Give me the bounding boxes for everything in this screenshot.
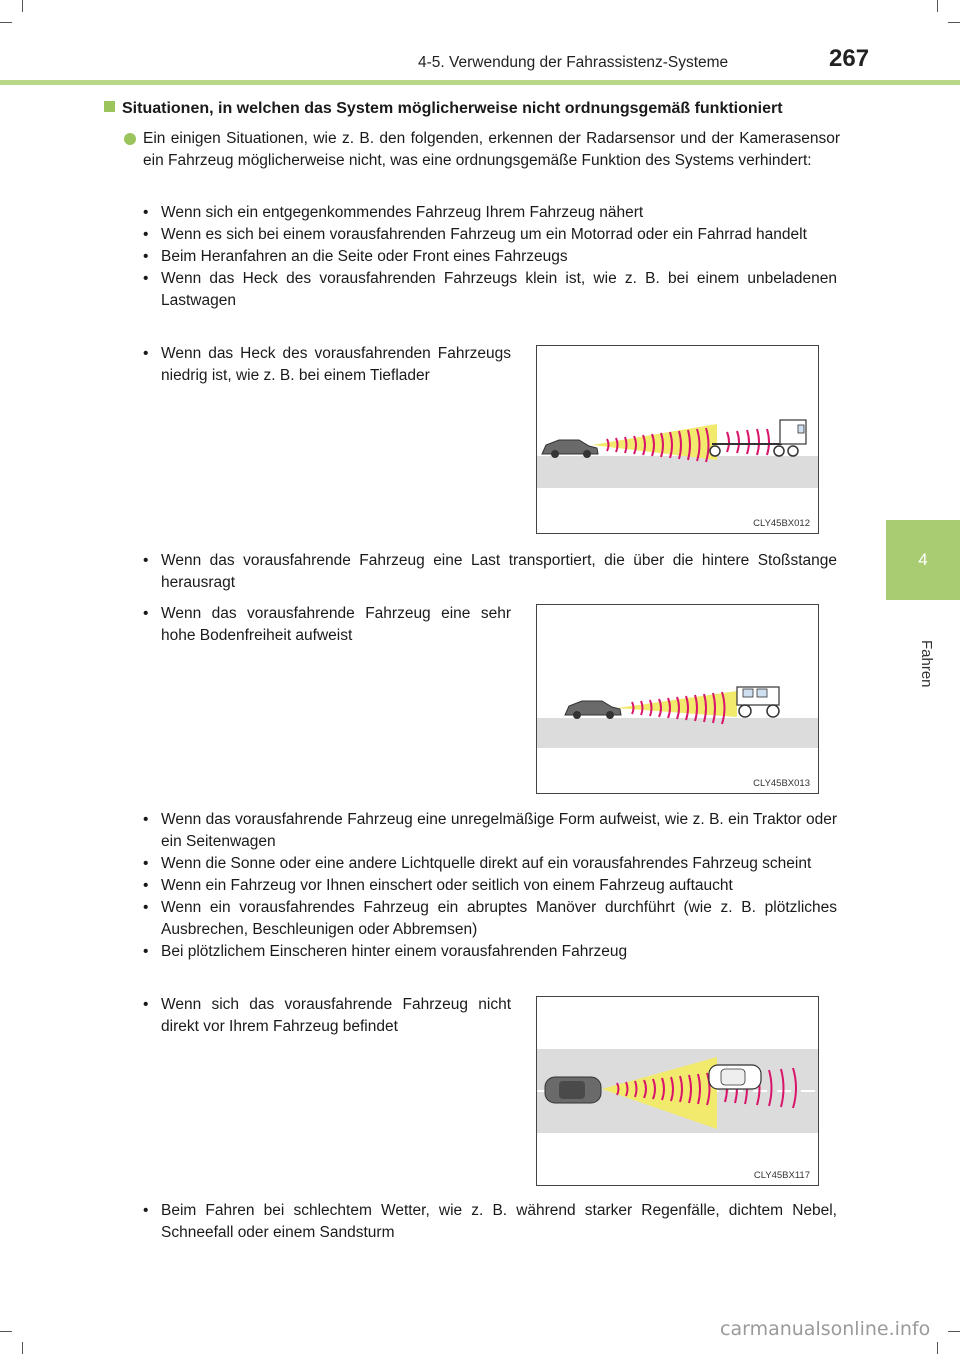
lowloader-diagram xyxy=(537,346,818,533)
section-heading xyxy=(104,100,783,118)
intro-text: Ein einigen Situationen, wie z. B. den folgenden, erkennen der Radarsensor und der Kamerasensor ein Fahrzeug möglicherweise nicht, was eine ordnungsgemäße Funktion des Systems verhindert: xyxy=(143,130,840,169)
illustration-lowloader xyxy=(536,345,819,534)
page-number: 267 xyxy=(829,45,870,72)
chapter-title: 4-5. Verwendung der Fahrassistenz-Systeme xyxy=(418,54,729,71)
list-item: • Wenn das vorausfahrende Fahrzeug eine Last transportiert, die über die hintere Stoßstange herausragt xyxy=(141,550,837,594)
chapter-tab-label: Fahren xyxy=(918,640,935,688)
bullet-list xyxy=(141,809,837,963)
crop-mark xyxy=(0,22,12,23)
crop-mark xyxy=(937,0,938,12)
list-item: • Wenn ein vorausfahrendes Fahrzeug ein abruptes Manöver durchführt (wie z. B. plötzliches Ausbrechen, Beschleunigen oder Abbremsen) xyxy=(141,897,837,941)
header-rule xyxy=(0,80,960,85)
list-item: • Wenn das Heck des vorausfahrenden Fahrzeugs klein ist, wie z. B. bei einem unbeladenen Lastwagen xyxy=(141,268,837,312)
crop-mark xyxy=(22,0,23,12)
high-clearance-diagram xyxy=(537,605,818,793)
list-item: • Wenn das vorausfahrende Fahrzeug eine sehr hohe Bodenfreiheit aufweist xyxy=(141,603,511,647)
watermark: carmanualsonline.info xyxy=(720,1318,931,1340)
figure-code: CLY45BX013 xyxy=(753,778,810,789)
offset-vehicle-diagram xyxy=(537,997,818,1185)
crop-mark xyxy=(948,1331,960,1332)
list-item: • Wenn das Heck des vorausfahrenden Fahrzeugs niedrig ist, wie z. B. bei einem Tieflader xyxy=(141,343,511,387)
bullet-list xyxy=(141,603,511,647)
illustration-high-clearance xyxy=(536,604,819,794)
list-item: • Wenn sich das vorausfahrende Fahrzeug nicht direkt vor Ihrem Fahrzeug befindet xyxy=(141,994,511,1038)
list-item: • Beim Heranfahren an die Seite oder Front eines Fahrzeugs xyxy=(141,246,837,268)
square-bullet-icon xyxy=(104,101,115,112)
crop-mark xyxy=(0,1331,12,1332)
intro-paragraph xyxy=(124,128,840,172)
crop-mark xyxy=(937,1342,938,1354)
bullet-list xyxy=(141,994,511,1038)
list-item: • Wenn die Sonne oder eine andere Lichtquelle direkt auf ein vorausfahrendes Fahrzeug scheint xyxy=(141,853,837,875)
circle-bullet-icon xyxy=(124,133,136,145)
list-item: • Wenn das vorausfahrende Fahrzeug eine unregelmäßige Form aufweist, wie z. B. ein Traktor oder ein Seitenwagen xyxy=(141,809,837,853)
illustration-offset-vehicle xyxy=(536,996,819,1186)
list-item: • Bei plötzlichem Einscheren hinter einem vorausfahrenden Fahrzeug xyxy=(141,941,837,963)
list-item: • Beim Fahren bei schlechtem Wetter, wie z. B. während starker Regenfälle, dichtem Nebel, Schneefall oder einem Sandsturm xyxy=(141,1200,837,1244)
list-item: • Wenn ein Fahrzeug vor Ihnen einschert oder seitlich von einem Fahrzeug auftaucht xyxy=(141,875,837,897)
list-item: • Wenn es sich bei einem vorausfahrenden Fahrzeug um ein Motorrad oder ein Fahrrad handelt xyxy=(141,224,837,246)
bullet-list xyxy=(141,550,837,594)
figure-code: CLY45BX117 xyxy=(753,1170,810,1181)
bullet-list xyxy=(141,202,837,312)
bullet-list xyxy=(141,1200,837,1244)
chapter-tab[interactable] xyxy=(886,520,960,600)
crop-mark xyxy=(948,22,960,23)
list-item: • Wenn sich ein entgegenkommendes Fahrzeug Ihrem Fahrzeug nähert xyxy=(141,202,837,224)
crop-mark xyxy=(22,1342,23,1354)
figure-code: CLY45BX012 xyxy=(753,518,810,529)
bullet-list xyxy=(141,343,511,387)
section-heading-text: Situationen, in welchen das System möglicherweise nicht ordnungsgemäß funktioniert xyxy=(122,100,783,117)
chapter-tab-number: 4 xyxy=(918,550,928,569)
